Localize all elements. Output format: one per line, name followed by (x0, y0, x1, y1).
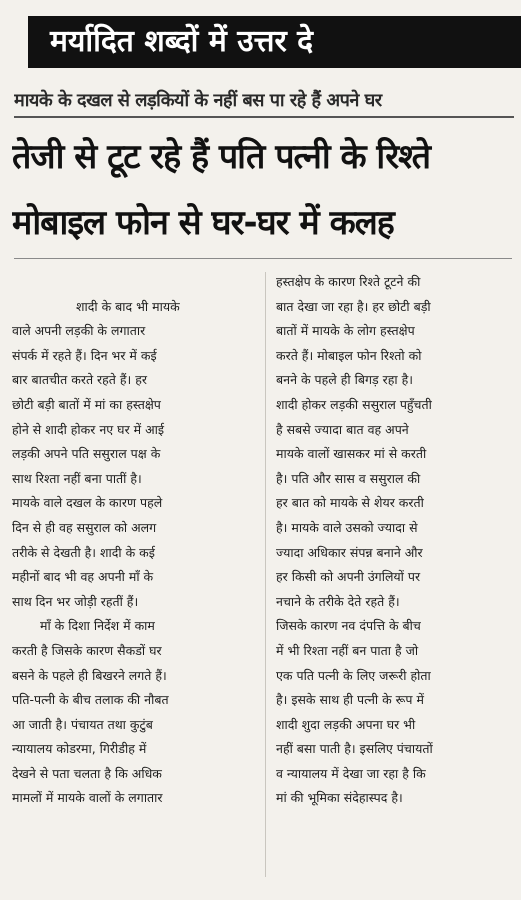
article-line: हस्तक्षेप के कारण रिश्ते टूटने की (276, 274, 421, 289)
article-line: में भी रिश्ता नहीं बन पाता है जो (276, 642, 419, 658)
article-line: शादी होकर लड़की ससुराल पहुँचती (276, 396, 432, 412)
article-line: व न्यायालय में देखा जा रहा है कि (276, 765, 426, 781)
article-line: एक पति पत्नी के लिए जरूरी होता (276, 667, 431, 683)
headline-divider (14, 258, 512, 259)
article-line: साथ रिश्ता नहीं बना पातीं है। (12, 470, 142, 486)
article-line: न्यायालय कोडरमा, गिरीडीह में (12, 741, 147, 757)
article-line: बात देखा जा रहा है। हर छोटी बड़ी (276, 298, 431, 314)
article-line: ज्यादा अधिकार संपन्न बनाने और (276, 544, 423, 560)
article-line: बार बातचीत करते रहते हैं। हर (12, 372, 147, 388)
article-line: मायके वालों खासकर मां से करती (276, 446, 427, 462)
article-line: हर किसी को अपनी उंगलियों पर (276, 569, 421, 585)
article-line: शादी के बाद भी मायके (76, 298, 180, 314)
article-line: आ जाती है। पंचायत तथा कुटुंब (12, 716, 153, 732)
article-line: देखने से पता चलता है कि अधिक (12, 765, 162, 781)
kicker-subheading: मायके के दखल से लड़कियों के नहीं बस पा रहे हैं अपने घर (14, 88, 514, 118)
article-line: संपर्क में रहते हैं। दिन भर में कई (12, 347, 157, 363)
article-line: नहीं बसा पाती है। इसलिए पंचायतों (276, 741, 433, 757)
article-line: है। पति और सास व ससुराल की (276, 470, 421, 486)
article-column-left (12, 270, 254, 811)
article-line: जिसके कारण नव दंपत्ति के बीच (276, 618, 421, 634)
article-line: मामलों में मायके वालों के लगातार (12, 790, 163, 806)
headline-line-1: तेजी से टूट रहे हैं पति पत्नी के रिश्ते (12, 137, 430, 177)
article-line: पति-पत्नी के बीच तलाक की नौबत (12, 692, 169, 708)
article-line: बातों में मायके के लोग हस्तक्षेप (276, 323, 415, 339)
article-line: माँ के दिशा निर्देश में काम (40, 618, 155, 634)
article-line: साथ दिन भर जोड़ी रहतीं हैं। (12, 593, 139, 609)
article-line: करते हैं। मोबाइल फोन रिश्तो को (276, 347, 422, 363)
article-line: हर बात को मायके से शेयर करती (276, 495, 424, 511)
column-rule (265, 272, 266, 877)
article-line: तरीके से देखती है। शादी के कई (12, 544, 155, 560)
article-line: मायके वाले दखल के कारण पहले (12, 495, 163, 511)
article-line: शादी शुदा लड़की अपना घर भी (276, 716, 416, 732)
article-line: नचाने के तरीके देते रहते हैं। (276, 593, 400, 609)
banner-caption: मर्यादित शब्दों में उत्तर दे (28, 16, 521, 68)
article-line: वाले अपनी लड़की के लगातार (12, 323, 146, 339)
headline-line-2: मोबाइल फोन से घर-घर में कलह (12, 203, 394, 243)
article-line: है। इसके साथ ही पत्नी के रूप में (276, 692, 424, 708)
article-line: होने से शादी होकर नए घर में आई (12, 421, 165, 437)
article-line: बसने के पहले ही बिखरने लगते हैं। (12, 667, 167, 683)
article-line: है सबसे ज्यादा बात वह अपने (276, 421, 409, 437)
article-line: दिन से ही वह ससुराल को अलग (12, 519, 157, 535)
article-line: करती है जिसके कारण सैकडों घर (12, 642, 162, 658)
article-line: है। मायके वाले उसको ज्यादा से (276, 519, 418, 535)
article-line: लड़की अपने पति ससुराल पक्ष के (12, 446, 161, 462)
article-line: मां की भूमिका संदेहास्पद है। (276, 790, 403, 806)
article-line: बनने के पहले ही बिगड़ रहा है। (276, 372, 414, 388)
article-line: छोटी बड़ी बातों में मां का हस्तक्षेप (12, 396, 161, 412)
column-spacer (12, 270, 254, 295)
article-column-right (276, 270, 518, 811)
article-line: महीनों बाद भी वह अपनी माँ के (12, 569, 154, 585)
